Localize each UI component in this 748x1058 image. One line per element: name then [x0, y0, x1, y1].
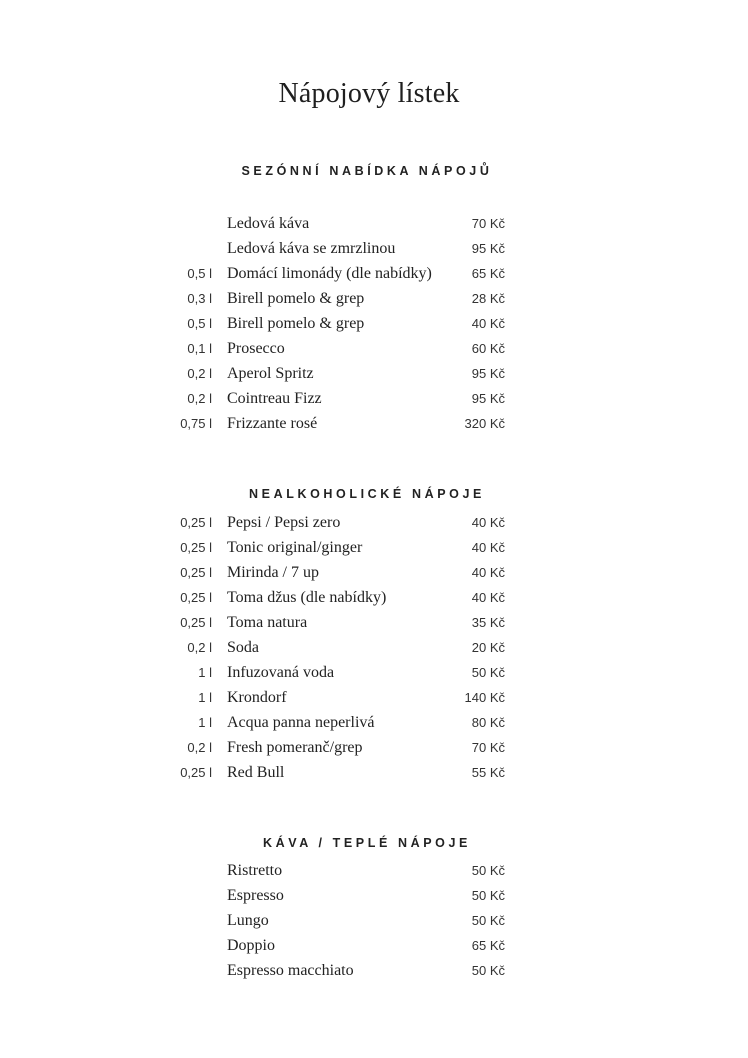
item-volume: 0,2 l	[187, 640, 212, 655]
section-heading: KÁVA / TEPLÉ NÁPOJE	[262, 836, 471, 850]
item-price: 55 Kč	[471, 765, 505, 780]
item-name: Lungo	[227, 912, 269, 929]
item-price: 70 Kč	[471, 216, 505, 231]
menu-item	[0, 662, 748, 684]
menu-item	[0, 363, 748, 385]
item-name: Tonic original/ginger	[227, 539, 363, 556]
item-name: Fresh pomeranč/grep	[227, 739, 363, 756]
item-name: Birell pomelo & grep	[227, 315, 365, 332]
menu-item	[0, 562, 748, 584]
item-price: 140 Kč	[464, 690, 505, 705]
item-price: 65 Kč	[471, 938, 505, 953]
item-name: Ledová káva	[227, 215, 310, 232]
menu-item	[0, 413, 748, 435]
menu-item	[0, 910, 748, 932]
item-name: Doppio	[227, 937, 275, 954]
item-volume: 0,25 l	[180, 515, 212, 530]
menu-item	[0, 388, 748, 410]
menu-item	[0, 587, 748, 609]
menu-item	[0, 637, 748, 659]
item-name: Cointreau Fizz	[227, 390, 322, 407]
item-name: Krondorf	[227, 689, 287, 706]
item-price: 320 Kč	[464, 416, 505, 431]
item-name: Mirinda / 7 up	[227, 564, 319, 581]
menu-item	[0, 737, 748, 759]
item-price: 40 Kč	[471, 540, 505, 555]
item-name: Frizzante rosé	[227, 415, 318, 432]
menu-item	[0, 885, 748, 907]
item-price: 65 Kč	[471, 266, 505, 281]
menu-item	[0, 612, 748, 634]
menu-item	[0, 762, 748, 784]
item-name: Red Bull	[227, 764, 285, 781]
menu-item	[0, 313, 748, 335]
item-price: 50 Kč	[471, 963, 505, 978]
item-volume: 0,5 l	[187, 266, 212, 281]
item-volume: 1 l	[198, 665, 212, 680]
item-price: 80 Kč	[471, 715, 505, 730]
menu-item	[0, 712, 748, 734]
item-price: 95 Kč	[471, 366, 505, 381]
item-price: 40 Kč	[471, 590, 505, 605]
item-name: Ristretto	[227, 862, 283, 879]
item-volume: 0,25 l	[180, 590, 212, 605]
item-name: Toma natura	[227, 614, 308, 631]
section-heading: SEZÓNNÍ NABÍDKA NÁPOJŮ	[241, 164, 493, 178]
menu-item	[0, 860, 748, 882]
item-name: Aperol Spritz	[227, 365, 314, 382]
item-name: Ledová káva se zmrzlinou	[227, 240, 396, 257]
item-volume: 0,3 l	[187, 291, 212, 306]
item-price: 40 Kč	[471, 565, 505, 580]
item-name: Soda	[227, 639, 259, 656]
menu-item	[0, 537, 748, 559]
item-name: Domácí limonády (dle nabídky)	[227, 265, 432, 282]
menu-item	[0, 213, 748, 235]
item-volume: 0,25 l	[180, 615, 212, 630]
item-name: Toma džus (dle nabídky)	[227, 589, 387, 606]
item-price: 60 Kč	[471, 341, 505, 356]
item-name: Espresso macchiato	[227, 962, 354, 979]
menu-item	[0, 238, 748, 260]
menu-item	[0, 687, 748, 709]
menu-item	[0, 935, 748, 957]
menu-item	[0, 288, 748, 310]
menu-item	[0, 263, 748, 285]
item-name: Prosecco	[227, 340, 285, 357]
item-name: Acqua panna neperlivá	[227, 714, 375, 731]
item-price: 50 Kč	[471, 888, 505, 903]
menu-item	[0, 512, 748, 534]
item-price: 50 Kč	[471, 665, 505, 680]
item-price: 50 Kč	[471, 913, 505, 928]
item-volume: 0,5 l	[187, 316, 212, 331]
item-name: Espresso	[227, 887, 284, 904]
item-volume: 0,75 l	[180, 416, 212, 431]
section-heading: NEALKOHOLICKÉ NÁPOJE	[249, 487, 485, 501]
item-volume: 1 l	[198, 715, 212, 730]
item-volume: 0,25 l	[180, 765, 212, 780]
item-price: 20 Kč	[471, 640, 505, 655]
item-volume: 0,1 l	[187, 341, 212, 356]
menu-item	[0, 960, 748, 982]
item-volume: 1 l	[198, 690, 212, 705]
item-price: 40 Kč	[471, 316, 505, 331]
item-name: Infuzovaná voda	[227, 664, 335, 681]
item-name: Birell pomelo & grep	[227, 290, 365, 307]
item-volume: 0,25 l	[180, 540, 212, 555]
item-volume: 0,25 l	[180, 565, 212, 580]
item-price: 95 Kč	[471, 391, 505, 406]
page-title: Nápojový lístek	[278, 78, 460, 109]
item-price: 70 Kč	[471, 740, 505, 755]
item-volume: 0,2 l	[187, 366, 212, 381]
item-price: 35 Kč	[471, 615, 505, 630]
menu-item	[0, 338, 748, 360]
item-name: Pepsi / Pepsi zero	[227, 514, 341, 531]
item-volume: 0,2 l	[187, 740, 212, 755]
item-price: 50 Kč	[471, 863, 505, 878]
item-price: 28 Kč	[471, 291, 505, 306]
item-price: 95 Kč	[471, 241, 505, 256]
item-volume: 0,2 l	[187, 391, 212, 406]
item-price: 40 Kč	[471, 515, 505, 530]
